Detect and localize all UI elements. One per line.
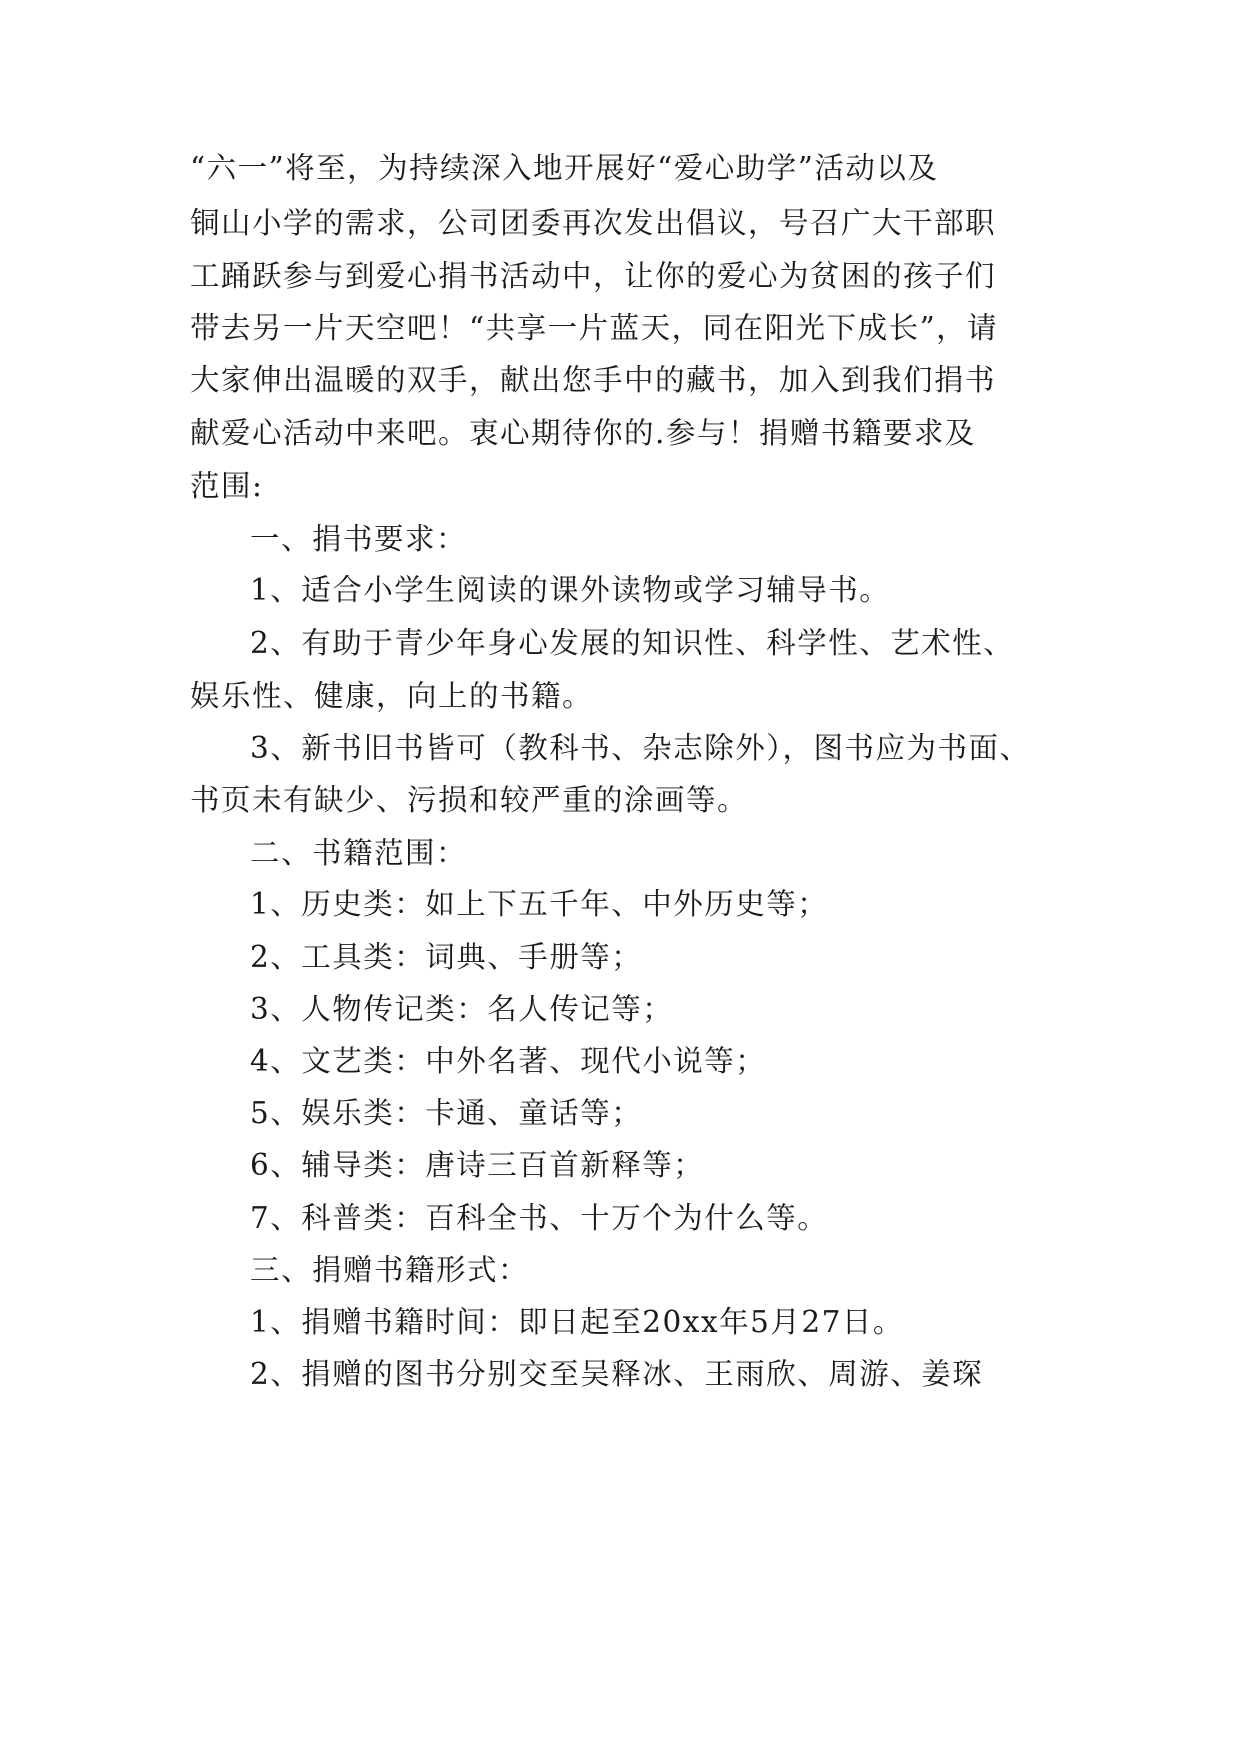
section1-heading: 一、捐书要求： xyxy=(250,522,468,556)
intro-line-4: 带去另一片天空吧！“共享一片蓝天，同在阳光下成长”，请 xyxy=(190,311,999,345)
section2-item-4: 4、文艺类：中外名著、现代小说等； xyxy=(250,1044,767,1078)
intro-line-2: 铜山小学的需求，公司团委再次发出倡议，号召广大干部职 xyxy=(190,206,997,240)
section2-item-6: 6、辅导类：唐诗三百首新释等； xyxy=(250,1148,705,1182)
section1-item-3: 3、新书旧书皆可（教科书、杂志除外），图书应为书面、 xyxy=(250,731,1031,765)
section3-item-1: 1、捐赠书籍时间：即日起至20xx年5月27日。 xyxy=(250,1305,904,1339)
intro-line-7: 范围: xyxy=(190,469,264,503)
section2-item-2: 2、工具类：词典、手册等； xyxy=(250,940,643,974)
section2-item-7: 7、科普类：百科全书、十万个为什么等。 xyxy=(250,1201,829,1235)
intro-line-6: 献爱心活动中来吧。衷心期待你的.参与！捐赠书籍要求及 xyxy=(190,416,976,450)
section1-item-3-cont: 书页未有缺少、污损和较严重的涂画等。 xyxy=(190,783,749,817)
section1-item-2-cont: 娱乐性、健康，向上的书籍。 xyxy=(190,679,594,713)
section3-item-2: 2、捐赠的图书分别交至吴释冰、王雨欣、周游、姜琛 xyxy=(250,1357,984,1391)
section2-item-3: 3、人物传记类：名人传记等； xyxy=(250,992,674,1026)
intro-line-1: “六一”将至，为持续深入地开展好“爱心助学”活动以及 xyxy=(190,151,939,185)
intro-line-5: 大家伸出温暖的双手，献出您手中的藏书，加入到我们捐书 xyxy=(190,363,997,397)
section2-item-5: 5、娱乐类：卡通、童话等； xyxy=(250,1096,643,1130)
section1-item-1: 1、适合小学生阅读的课外读物或学习辅导书。 xyxy=(250,573,891,607)
section1-item-2: 2、有助于青少年身心发展的知识性、科学性、艺术性、 xyxy=(250,626,1015,660)
intro-line-3: 工踊跃参与到爱心捐书活动中，让你的爱心为贫困的孩子们 xyxy=(190,259,997,293)
section2-heading: 二、书籍范围： xyxy=(250,836,468,870)
section3-heading: 三、捐赠书籍形式： xyxy=(250,1253,530,1287)
section2-item-1: 1、历史类：如上下五千年、中外历史等； xyxy=(250,887,829,921)
